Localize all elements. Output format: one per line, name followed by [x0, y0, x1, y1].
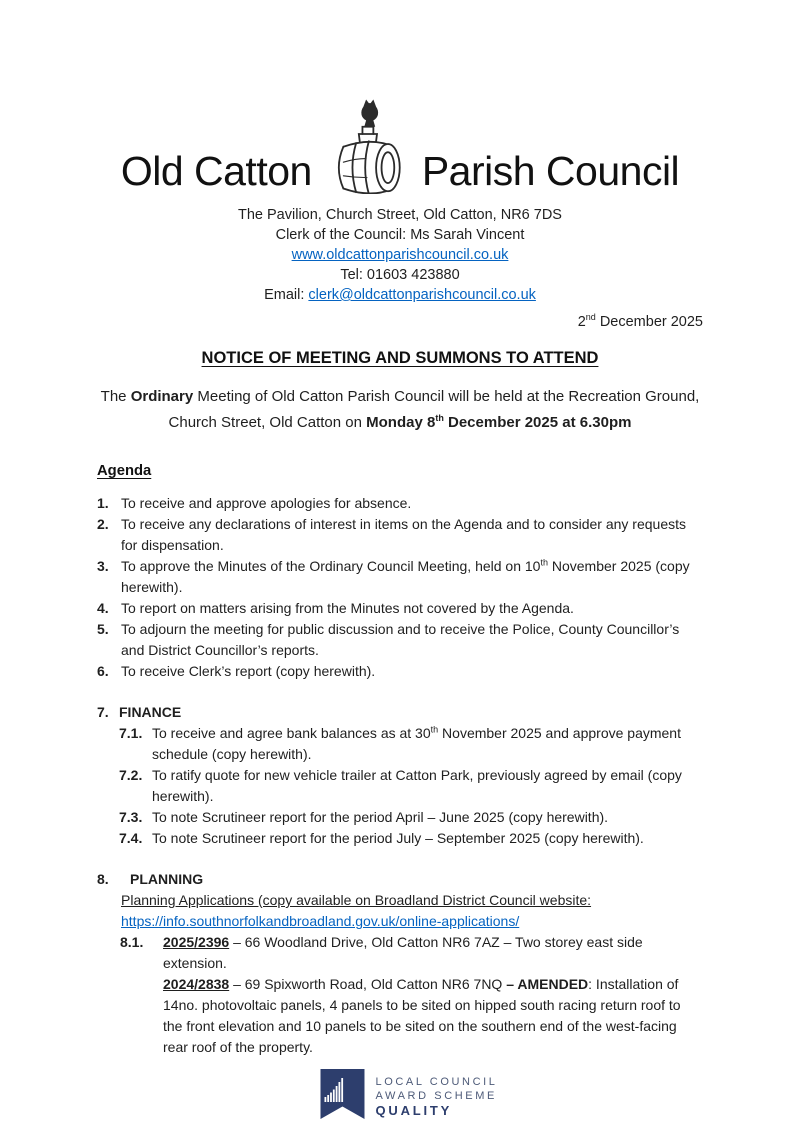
masthead-title-right: Parish Council [421, 148, 680, 194]
notice-title: NOTICE OF MEETING AND SUMMONS TO ATTEND [201, 349, 599, 367]
finance-item-7-2 [119, 765, 703, 807]
planning-intro: Planning Applications (copy available on Broadland District Council website: [121, 892, 592, 908]
planning-applications-link[interactable]: https://info.southnorfolkandbroadland.gov.uk/online-applications/ [121, 913, 520, 929]
email-label: Email: [264, 287, 309, 303]
planning-heading [97, 869, 703, 890]
item-text: To receive and agree bank balances as at 30th November 2025 and approve payment schedule (copy herewith). [152, 724, 681, 762]
item-text: To adjourn the meeting for public discussion and to receive the Police, County Councillor’s and District Councillor’s reports. [121, 621, 680, 658]
clerk-line: Clerk of the Council: Ms Sarah Vincent [275, 227, 525, 243]
section-number: 7. [97, 704, 109, 720]
cat-on-barrel-logo [326, 94, 408, 194]
item-text: To report on matters arising from the Minutes not covered by the Agenda. [121, 600, 574, 616]
item-number: 7.2. [119, 767, 143, 783]
award-line-3: QUALITY [375, 1102, 453, 1118]
application-ref: 2024/2838 [163, 976, 230, 992]
date-line: 2nd December 2025 [577, 312, 703, 330]
item-text: To approve the Minutes of the Ordinary Council Meeting, held on 10th November 2025 (copy herewith). [121, 557, 690, 595]
finance-item-7-1 [119, 723, 703, 765]
finance-items [119, 723, 703, 849]
address-block [0, 205, 800, 305]
finance-item-7-3 [119, 807, 703, 828]
award-line-1: LOCAL COUNCIL [375, 1075, 498, 1088]
email-line [0, 285, 800, 305]
item-number: 1. [97, 495, 109, 511]
item-number: 5. [97, 621, 109, 637]
section-number: 8. [97, 871, 109, 887]
award-ribbon-icon [320, 1069, 364, 1124]
section-title: PLANNING [130, 871, 204, 887]
section-title: FINANCE [119, 704, 182, 720]
item-text: To receive Clerk’s report (copy herewith). [121, 663, 376, 679]
item-number: 7.1. [119, 725, 143, 741]
item-number: 2. [97, 516, 109, 532]
item-text: To receive and approve apologies for absence. [121, 495, 412, 511]
agenda-item-3 [97, 556, 703, 598]
agenda-item-4 [97, 598, 703, 619]
finance-item-7-4 [119, 828, 703, 849]
item-number: 6. [97, 663, 109, 679]
award-text [375, 1075, 497, 1119]
agenda-heading: Agenda [97, 463, 152, 479]
application-2: 2024/2838 – 69 Spixworth Road, Old Catton NR6 7NQ – AMENDED: Installation of 14no. photovoltaic panels, 4 panels to be sited on hipped south racing return roof to the front elevation and 10 panels to be sited on the southern end of the west-facing rear roof of the property. [163, 976, 681, 1055]
agenda-item-5 [97, 619, 703, 661]
item-text: To ratify quote for new vehicle trailer at Catton Park, previously agreed by email (copy herewith). [152, 767, 682, 804]
application-1: 2025/2396 – 66 Woodland Drive, Old Catton NR6 7AZ – Two storey east side extension. [163, 934, 643, 971]
agenda-item-2 [97, 514, 703, 556]
item-number: 7.3. [119, 809, 143, 825]
item-number: 3. [97, 558, 109, 574]
agenda-list [97, 493, 703, 1058]
item-number: 8.1. [120, 934, 144, 950]
item-text: To receive any declarations of interest in items on the Agenda and to consider any requests for dispensation. [121, 516, 687, 553]
agenda-item-1 [97, 493, 703, 514]
agenda-item-6 [97, 661, 703, 682]
masthead-title-left: Old Catton [120, 148, 312, 194]
email-link[interactable]: clerk@oldcattonparishcouncil.co.uk [308, 287, 536, 303]
award-scheme-logo [320, 1069, 497, 1124]
finance-heading [97, 702, 703, 723]
item-text: To note Scrutineer report for the period April – June 2025 (copy herewith). [152, 809, 609, 825]
council-masthead [0, 0, 800, 194]
item-text: To note Scrutineer report for the period July – September 2025 (copy herewith). [152, 830, 644, 846]
meeting-paragraph: The Ordinary Meeting of Old Catton Parish Council will be held at the Recreation Ground, Church Street, Old Catton on Monday 8th December 2025 at 6.30pm [100, 388, 700, 431]
application-ref: 2025/2396 [163, 934, 230, 950]
item-number: 7.4. [119, 830, 143, 846]
item-text [163, 932, 703, 1058]
website-link[interactable]: www.oldcattonparishcouncil.co.uk [291, 247, 509, 263]
planning-url-line [121, 911, 703, 932]
tel-line: Tel: 01603 423880 [340, 267, 460, 283]
item-number: 4. [97, 600, 109, 616]
award-line-2: AWARD SCHEME [375, 1089, 497, 1102]
address-line: The Pavilion, Church Street, Old Catton, NR6 7DS [238, 207, 562, 223]
planning-item-8-1 [120, 932, 703, 1058]
